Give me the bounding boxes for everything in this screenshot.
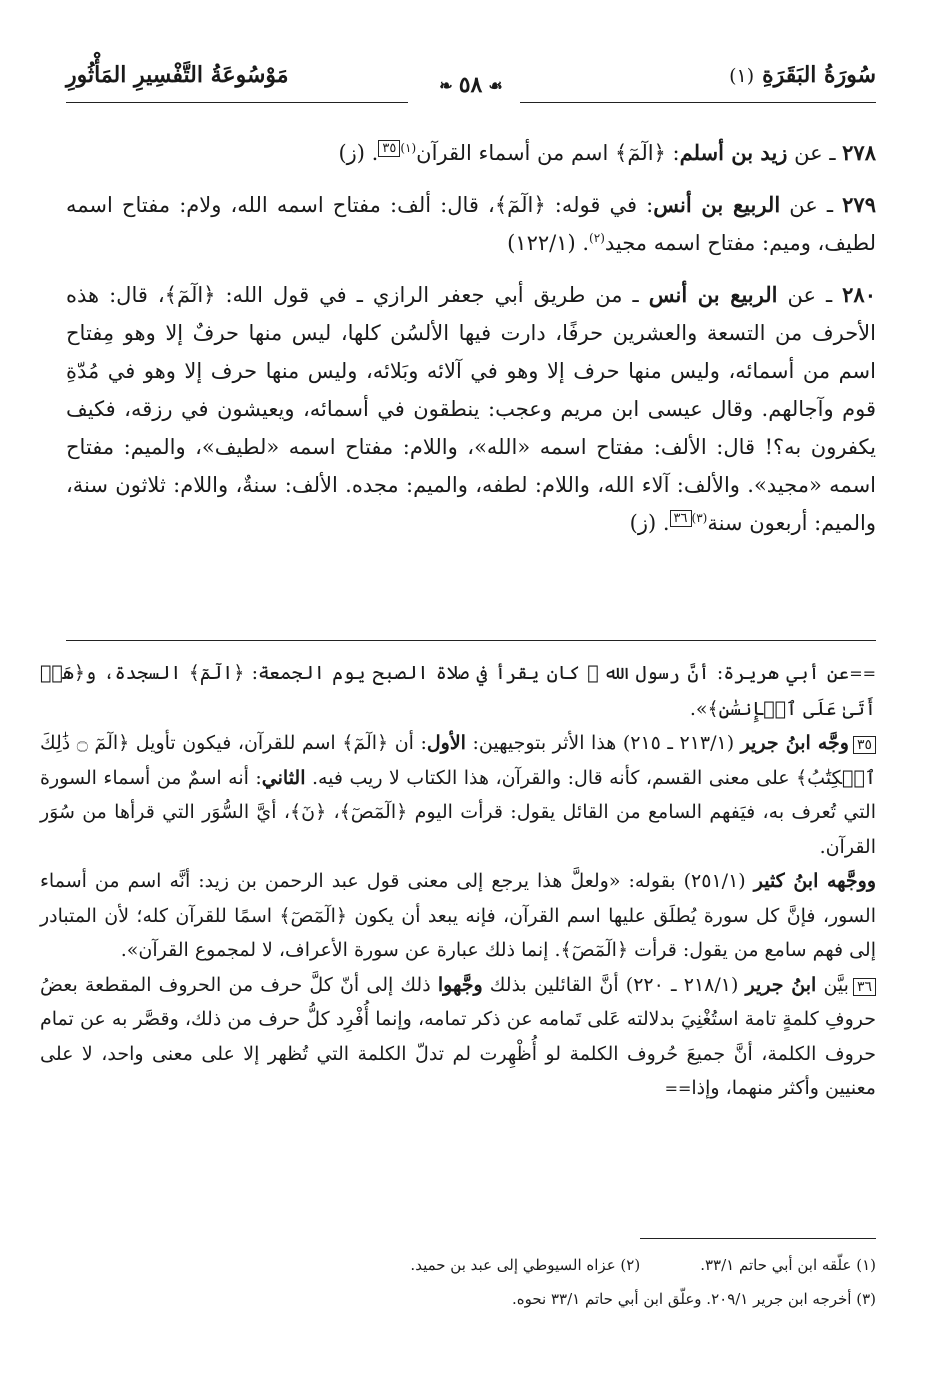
page-header bbox=[66, 58, 876, 102]
note-text: : أنه اسمٌ من أسماء السورة التي تُعرف به، فيَفهم السامع من القائل يقول: قرأت اليوم ﴿الٓمٓصٓ﴾، ﴿نٓ﴾، أيَّ السُّوَر التي قرأها من سُوَر القرآن. bbox=[40, 766, 876, 858]
narrator-name: الربيع بن أنس bbox=[648, 282, 778, 307]
note-text: : أن ﴿الٓمٓ﴾ اسم للقرآن، فيكون تأويل ﴿الٓمٓ ۝ ذَٰلِكَ ٱلۡكِتَٰبُ﴾ على معنى القسم، كأنه قال: والقرآن، هذا الكتاب لا ريب فيه. bbox=[40, 732, 876, 789]
narrator-name: زيد بن أسلم bbox=[679, 140, 788, 165]
footnote-divider bbox=[640, 1238, 876, 1239]
source-mark: . (١٢٢/١) bbox=[507, 231, 590, 255]
narration-text: : في قوله: ﴿الٓمٓ﴾، قال: ألف: مفتاح اسمه الله، ولام: مفتاح اسمه لطيف، وميم: مفتاح اسمه مجيد bbox=[66, 193, 876, 255]
book-title: مَوْسُوعَةُ التَّفْسِيرِ المَأْثُورِ bbox=[66, 62, 289, 88]
narration-text: ـ من طريق أبي جعفر الرازي ـ في قول الله: ﴿الٓمٓ﴾، قال: هذه الأحرف من التسعة والعشرين حرفًا، دارت فيها الألسُن كلها، ليس منها حرفٌ إلا وهو مِفتاح اسم من أسمائه، وليس منها حرف إلا وهو في آلائه وبَلائه، وليس منها حرف إلا وهو في مُدّةِ قوم وآجالهم. وقال عيسى ابن مريم وعجب: ينطقون في أسمائه، ويعيشون في رزقه، فكيف يكفرون به؟! قال: الألف: مفتاح اسمه «الله»، واللام: مفتاح اسمه «لطيف»، والميم: مفتاح اسمه «مجيد». والألف: آلاء الله، واللام: لطفه، والميم: مجده. الألف: سنةٌ، واللام: ثلاثون سنة، والميم: أربعون سنة bbox=[66, 283, 876, 535]
source-mark: . (ز) bbox=[629, 511, 670, 535]
narration-279 bbox=[66, 186, 876, 262]
footnote-ref: (٣) bbox=[691, 511, 708, 525]
narrator-name: الربيع بن أنس bbox=[653, 192, 781, 217]
footnote-1: (١) علّقه ابن أبي حاتم ٣٣/١. bbox=[700, 1256, 876, 1274]
note-keyword: وجَّهوا bbox=[437, 973, 483, 996]
ornament-icon: ❧ bbox=[439, 75, 453, 95]
narration-text: : ﴿الٓمٓ﴾ اسم من أسماء القرآن bbox=[416, 141, 680, 165]
footnote-3: (٣) أخرجه ابن جرير ٢٠٩/١. وعلّق ابن أبي حاتم ٣٣/١ نحوه. bbox=[511, 1290, 876, 1308]
narration-number: ٢٧٨ bbox=[842, 140, 876, 165]
note-lead: ابنُ جرير bbox=[745, 973, 817, 996]
note-lead: وجَّه ابنُ جرير bbox=[740, 732, 849, 754]
note-text: بيَّن bbox=[816, 973, 849, 996]
ornament-icon: ☙ bbox=[488, 75, 503, 95]
note-text: (٢١٣/١ ـ ٢١٥) هذا الأثر بتوجيهين: bbox=[465, 732, 741, 754]
header-rule bbox=[66, 102, 408, 103]
text-segment: ـ عن bbox=[780, 193, 843, 217]
page-number-value: ٥٨ bbox=[458, 72, 483, 98]
narration-number: ٢٧٩ bbox=[842, 192, 876, 217]
commentary-note-35 bbox=[40, 726, 876, 864]
note-text: (٢١٨/١ ـ ٢٢٠) أنَّ القائلين بذلك bbox=[482, 973, 746, 996]
header-rule bbox=[520, 102, 876, 103]
narration-278 bbox=[66, 134, 876, 172]
text-segment: ـ عن bbox=[787, 141, 843, 165]
volume-number: (١) bbox=[729, 65, 755, 87]
commentary-ref-box: ٣٥ bbox=[378, 140, 400, 157]
text-segment: ـ عن bbox=[777, 283, 843, 307]
narration-number: ٢٨٠ bbox=[842, 282, 876, 307]
commentary-intro bbox=[40, 656, 876, 726]
section-divider bbox=[66, 640, 876, 641]
surah-name: سُورَةُ البَقَرَةِ bbox=[762, 62, 876, 88]
note-lead: ووجَّهه ابنُ كثير bbox=[753, 870, 877, 892]
surah-title bbox=[729, 62, 876, 88]
note-keyword: الثاني bbox=[261, 766, 306, 789]
note-number-box: ٣٦ bbox=[853, 978, 876, 996]
footnote-2: (٢) عزاه السيوطي إلى عبد بن حميد. bbox=[410, 1256, 641, 1274]
footnote-ref: (١) bbox=[400, 141, 417, 155]
footnote-row bbox=[66, 1248, 876, 1282]
note-keyword: الأول bbox=[426, 732, 466, 754]
commentary-ref-box: ٣٦ bbox=[670, 510, 692, 527]
page-number bbox=[439, 72, 502, 98]
continuation-mark: == bbox=[849, 664, 876, 683]
commentary-note-36 bbox=[40, 968, 876, 1107]
footnotes bbox=[66, 1248, 876, 1316]
continuation-mark: == bbox=[664, 1079, 692, 1098]
footnote-ref: (٢) bbox=[589, 231, 605, 245]
commentary bbox=[40, 656, 876, 1107]
commentary-intro-text: عن أبي هريرة: أنَّ رسول الله ﷺ كان يقرأ في صلاة الصبح يوم الجمعة: ﴿الٓمٓ﴾ السجدة، و﴿هَلۡ أَتَىٰ عَلَى ٱلۡإِنسَٰنِ﴾». bbox=[40, 662, 876, 720]
note-text: ذلك إلى أنّ كلَّ حرف من الحروف المقطعة بعضُ حروفِ كلمةٍ تامة استُغْنِيَ بدلالته عَلى تَمامه عن ذكر تمامه، وإنما أُفْرِد كلُّ حرف من ذلك، وقصَّر به عن تمام حروف الكلمة، أنَّ جميعَ حُروف الكلمة لو أُظْهِرت لم تدلّ الكلمة التي تُظهر إلا على معنى واحد، لا على معنيين وأكثر منهما، وإذا bbox=[40, 973, 876, 1099]
commentary-note-35b bbox=[40, 864, 876, 968]
narration-280 bbox=[66, 276, 876, 542]
note-text: (٢٥١/١) بقوله: «ولعلَّ هذا يرجع إلى معنى قول عبد الرحمن بن زيد: أنَّه اسم من أسماء السور، فإنَّ كل سورة يُطلَق عليها اسم القرآن، فإنه يبعد أن يكون ﴿الٓمٓصٓ﴾ اسمًا للقرآن كله؛ لأن المتبادر إلى فهم سامع من يقول: قرأت ﴿الٓمٓصٓ﴾. إنما ذلك عبارة عن سورة الأعراف، لا لمجموع القرآن». bbox=[40, 870, 876, 961]
note-number-box: ٣٥ bbox=[853, 736, 876, 754]
source-mark: . (ز) bbox=[338, 141, 379, 165]
main-text bbox=[66, 134, 876, 556]
footnote-row bbox=[66, 1282, 876, 1316]
